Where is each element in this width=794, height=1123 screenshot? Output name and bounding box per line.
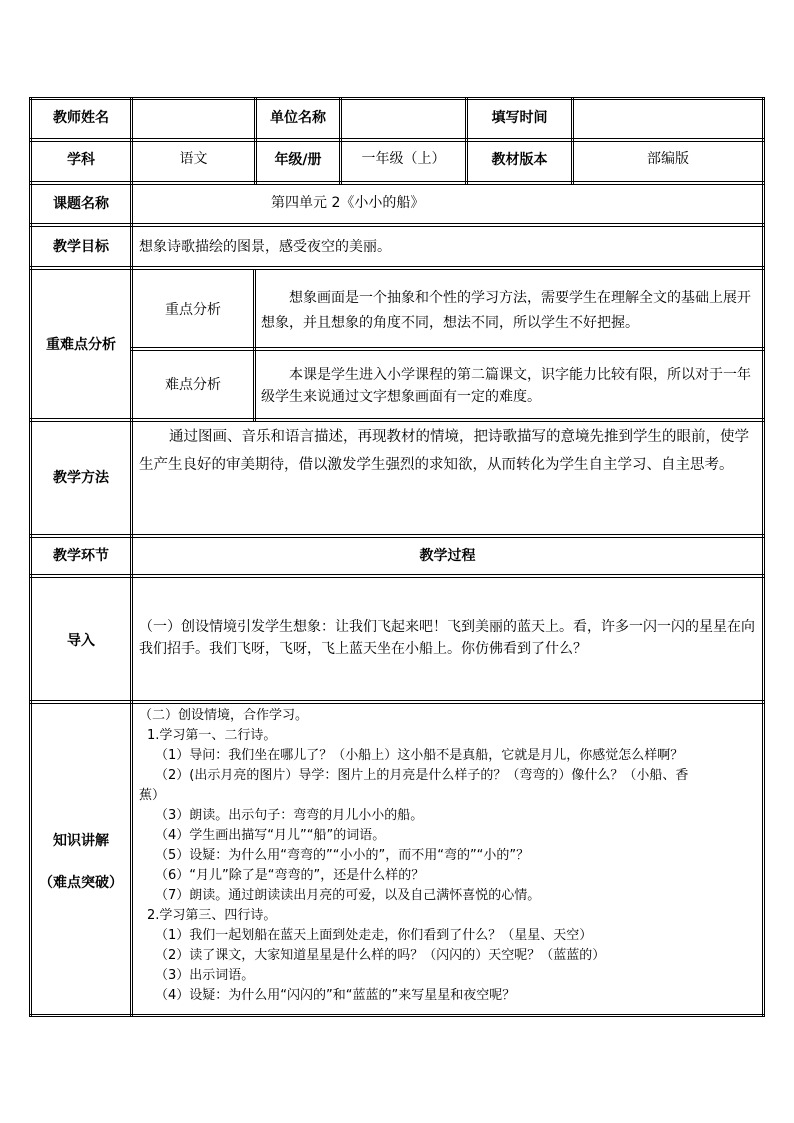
unit-label: 单位名称: [270, 110, 326, 126]
process-line: （3）朗读。出示句子：弯弯的月儿小小的船。: [155, 808, 424, 823]
subject-label: 学科: [67, 152, 95, 168]
key-analysis-text: 想象画面是一个抽象和个性的学习方法，需要学生在理解全文的基础上展开想象，并且想象的角度不同，想法不同，所以学生不好把握。: [261, 290, 751, 331]
topic-value: 第四单元 2《小小的船》: [271, 195, 425, 211]
analysis-label: 重难点分析: [46, 337, 116, 353]
process-line: （二）创设情境，合作学习。: [139, 708, 309, 723]
knowledge-sublabel: （难点突破）: [39, 875, 123, 891]
process-line: （1）我们一起划船在蓝天上面到处走走，你们看到了什么？（星星、天空）: [155, 928, 593, 943]
process-line: （5）设疑：为什么用“弯弯的”“小小的”，而不用“弯的”“小的”？: [155, 848, 530, 863]
method-label: 教学方法: [53, 470, 109, 486]
difficult-analysis-text: 本课是学生进入小学课程的第二篇课文，识字能力比较有限，所以对于一年级学生来说通过文字想象画面有一定的难度。: [261, 367, 751, 405]
process-header: 教学过程: [419, 548, 476, 564]
knowledge-label: 知识讲解: [53, 833, 109, 849]
key-analysis-label: 重点分析: [165, 302, 221, 318]
process-line: （3）出示词语。: [155, 968, 255, 983]
lesson-plan-table: [29, 97, 765, 1017]
process-line: （4）学生画出描写“月儿”“船”的词语。: [155, 828, 386, 843]
stage-header: 教学环节: [53, 548, 109, 564]
teacher-name-label: 教师姓名: [53, 110, 109, 126]
grade-value: 一年级（上）: [361, 151, 446, 167]
intro-text: （一）创设情境引发学生想象：让我们飞起来吧！飞到美丽的蓝天上。看，许多一闪一闪的星星在向我们招手。我们飞呀，飞呀，飞上蓝天坐在小船上。你仿佛看到了什么？: [139, 619, 755, 657]
process-line: 2.学习第三、四行诗。: [147, 908, 277, 923]
topic-label: 课题名称: [53, 196, 109, 212]
subject-value: 语文: [179, 151, 208, 167]
process-line: （6）“月儿”除了是“弯弯的”，还是什么样的？: [155, 868, 425, 883]
intro-label: 导入: [67, 633, 95, 649]
process-line: 蕉）: [139, 788, 166, 803]
process-line: （2）(出示月亮的图片）导学：图片上的月亮是什么样子的？（弯弯的）像什么？（小船、香: [155, 768, 689, 783]
goal-value: 想象诗歌描绘的图景，感受夜空的美丽。: [139, 239, 391, 255]
grade-label: 年级/册: [274, 152, 322, 168]
difficult-analysis-label: 难点分析: [165, 377, 221, 393]
process-line: 1.学习第一、二行诗。: [147, 728, 277, 743]
knowledge-process: [139, 706, 759, 1006]
textbook-value: 部编版: [647, 151, 689, 167]
process-line: （4）设疑：为什么用“闪闪的”和“蓝蓝的”来写星星和夜空呢？: [155, 988, 516, 1003]
textbook-label: 教材版本: [491, 152, 548, 168]
goal-label: 教学目标: [53, 239, 109, 255]
process-line: （2）读了课文，大家知道星星是什么样的吗？（闪闪的）天空呢？（蓝蓝的）: [155, 948, 606, 963]
process-line: （1）导问：我们坐在哪儿了？（小船上）这小船不是真船，它就是月儿，你感觉怎么样啊？: [155, 748, 684, 763]
process-line: （7）朗读。通过朗读读出月亮的可爱，以及自己满怀喜悦的心情。: [155, 888, 541, 903]
fill-time-label: 填写时间: [491, 110, 548, 126]
method-text: 通过图画、音乐和语言描述，再现教材的情境，把诗歌描写的意境先推到学生的眼前，使学生产生良好的审美期待，借以激发学生强烈的求知欲，从而转化为学生自主学习、自主思考。: [139, 429, 749, 473]
